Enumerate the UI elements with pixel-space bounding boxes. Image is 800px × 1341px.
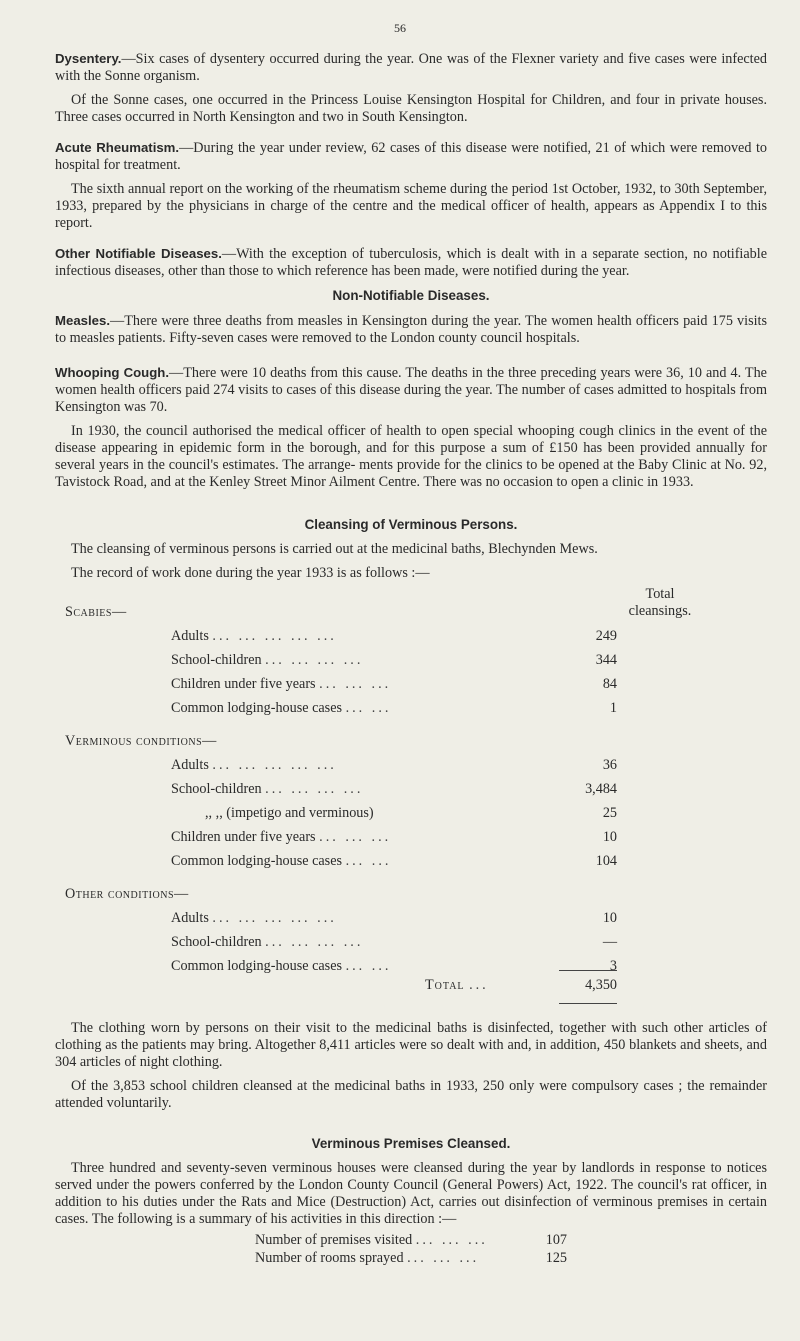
row-label-text: Common lodging-house cases [171,853,343,869]
row-dots: ... ... ... ... ... [212,757,337,773]
rheumatism-text-1: —During the year under review, 62 cases of this disease were notified, 21 of which were removed to hospital for treatment. [55,140,767,173]
cleansing-title: Cleansing of Verminous Persons. [304,517,518,532]
whooping-paragraph-1 [55,364,767,416]
whooping-heading: Whooping Cough. [55,365,169,380]
dysentery-paragraph-2: Of the Sonne cases, one occurred in the Princess Louise Kensington Hospital for Children, and four in private houses. Three cases occurred in North Kensington and two in South Kensington. [55,92,767,125]
page-number: 56 [394,21,406,35]
total-value: 4,350 [585,977,617,993]
table-row [55,805,767,829]
dysentery-paragraph-1 [55,50,767,85]
row-label [171,934,363,951]
table-row [55,910,767,934]
rheumatism-heading: Acute Rheumatism. [55,140,180,155]
row-label [255,1232,488,1249]
row-label-text: School-children [171,781,262,797]
row-label [171,757,337,774]
row-value: 1 [609,700,617,716]
section-scabies: Scabies— [65,604,127,620]
row-label-text: Adults [171,628,209,644]
total-rule-top [559,970,617,971]
cleansing-paragraph-4: Of the 3,853 school children cleansed at the medicinal baths in 1933, 250 only were compulsory cases ; the remainder attended voluntarily. [55,1078,767,1111]
row-value: 25 [602,805,617,821]
row-label-text: Adults [171,757,209,773]
row-value: 104 [595,853,617,869]
whooping-paragraph-2: In 1930, the council authorised the medical officer of health to open special whooping cough clinics in the event of the disease appearing in epidemic form in the borough, and for this purpose a sum of £150 has been provided annually for several years in the council's estimates. The arrange- ments provide for the clinics to be opened at the Baby Clinic at No. 92, Tavistock Road, and at the Kenley Street Minor Ailment Centre. There was no occasion to open a clinic in 1933. [55,423,767,490]
table-row [55,829,767,853]
row-label [171,910,337,927]
other-notifiable-heading: Other Notifiable Diseases. [55,246,222,261]
row-value: 36 [602,757,617,773]
whooping-text-1: —There were 10 deaths from this cause. The deaths in the three preceding years were 36, 10 and 4. The women health officers paid 274 visits to cases of this disease during the year. The number of cases admitted to hospitals from Kensington was 70. [55,365,767,415]
row-value: 3 [609,958,617,974]
row-label [205,805,374,822]
row-value: 10 [602,910,617,926]
cleansing-paragraph-3: The clothing worn by persons on their visit to the medicinal baths is disinfected, together with such other articles of clothing as the patients may bring. Altogether 8,411 articles were so dealt with and, in addition, 450 blankets and sheets, and 304 articles of night clothing. [55,1020,767,1070]
row-label [171,829,391,846]
page-content [55,50,767,1268]
row-label [171,652,363,669]
total-dots: ... [469,977,489,993]
row-label [171,628,337,645]
premises-title: Verminous Premises Cleansed. [311,1136,511,1151]
premises-paragraph: Three hundred and seventy-seven verminous houses were cleansed during the year by landlords in response to notices served under the powers conferred by the London County Council (General Powers) Act, 1922. The council's rat officer, in addition to his duties under the Rats and Mice (Destruction) Act, carries out disinfection of verminous premises in certain cases. The following is a summary of his activities in this direction :— [55,1160,767,1227]
table-row [55,757,767,781]
row-value: 10 [602,829,617,845]
rheumatism-paragraph-1 [55,139,767,174]
row-label [171,700,391,717]
rheumatism-paragraph-2: The sixth annual report on the working of the rheumatism scheme during the period 1st October, 1932, to 30th September, 1933, prepared by the physicians in charge of the centre and the medical officer of health, appears as Appendix I to this report. [55,181,767,231]
table-row [55,1232,767,1250]
row-label-text: Children under five years [171,676,316,692]
row-value: 107 [545,1232,567,1248]
non-notifiable-title: Non-Notifiable Diseases. [332,288,490,303]
cleansing-paragraph-1: The cleansing of verminous persons is carried out at the medicinal baths, Blechynden Mews. [71,541,598,557]
row-dots: ... ... ... [407,1250,480,1266]
row-dots: ... ... ... ... ... [212,910,337,926]
total-label [425,977,489,994]
table-row [55,700,767,724]
row-value: 3,484 [585,781,617,797]
section-verminous-rows [55,757,767,877]
measles-text: —There were three deaths from measles in Kensington during the year. The women health officers paid 175 visits to measles patients. Fifty-seven cases were removed to the London county council hospitals. [55,313,767,346]
total-header-line-1: Total [645,586,675,602]
row-dots: ... ... ... ... [265,934,364,950]
total-header-line-2: cleansings. [628,603,692,619]
row-dots: ... ... ... [319,676,392,692]
row-label [255,1250,479,1267]
row-value: — [602,934,617,950]
cleansing-paragraph-2: The record of work done during the year 1933 is as follows :— [71,565,430,581]
table-row [55,676,767,700]
section-verminous: Verminous conditions— [65,733,217,749]
section-other: Other conditions— [65,886,189,902]
row-label [171,676,391,693]
table-row [55,781,767,805]
other-notifiable-text: —With the exception of tuberculosis, which is dealt with in a separate section, no notifiable infectious diseases, other than those to which reference has been made, were notified during the year. [55,246,767,279]
row-label-text: ,, ,, (impetigo and verminous) [205,805,374,821]
row-label-text: Number of premises visited [255,1232,413,1248]
measles-heading: Measles. [55,313,110,328]
total-label-text: Total [425,977,465,993]
row-label-text: School-children [171,652,262,668]
row-dots: ... ... [345,853,392,869]
row-label-text: Adults [171,910,209,926]
table-row [55,628,767,652]
total-rule-bottom [559,1003,617,1004]
row-dots: ... ... [345,700,392,716]
total-row [55,977,767,1001]
row-value: 344 [595,652,617,668]
row-label [171,781,363,798]
other-notifiable-paragraph [55,245,767,280]
table-row [55,934,767,958]
row-dots: ... ... ... ... ... [212,628,337,644]
table-row [55,1250,767,1268]
row-dots: ... ... ... [319,829,392,845]
row-dots: ... ... ... [415,1232,488,1248]
dysentery-heading: Dysentery. [55,51,122,66]
section-scabies-rows [55,628,767,724]
row-label-text: School-children [171,934,262,950]
total-cleansings-header [610,586,710,620]
row-label-text: Common lodging-house cases [171,958,343,974]
row-label-text: Number of rooms sprayed [255,1250,404,1266]
row-value: 84 [602,676,617,692]
row-value: 125 [545,1250,567,1266]
table-row [55,853,767,877]
row-dots: ... ... ... ... [265,781,364,797]
row-label [171,853,391,870]
row-dots: ... ... ... ... [265,652,364,668]
row-label-text: Common lodging-house cases [171,700,343,716]
cleansing-table [55,586,767,974]
total-block [55,970,767,1012]
premises-table [55,1232,767,1268]
table-row [55,652,767,676]
dysentery-text-1: —Six cases of dysentery occurred during the year. One was of the Flexner variety and five cases were infected with the Sonne organism. [55,51,767,84]
row-dots: ... ... [345,958,392,974]
measles-paragraph [55,312,767,347]
row-label-text: Children under five years [171,829,316,845]
row-value: 249 [595,628,617,644]
